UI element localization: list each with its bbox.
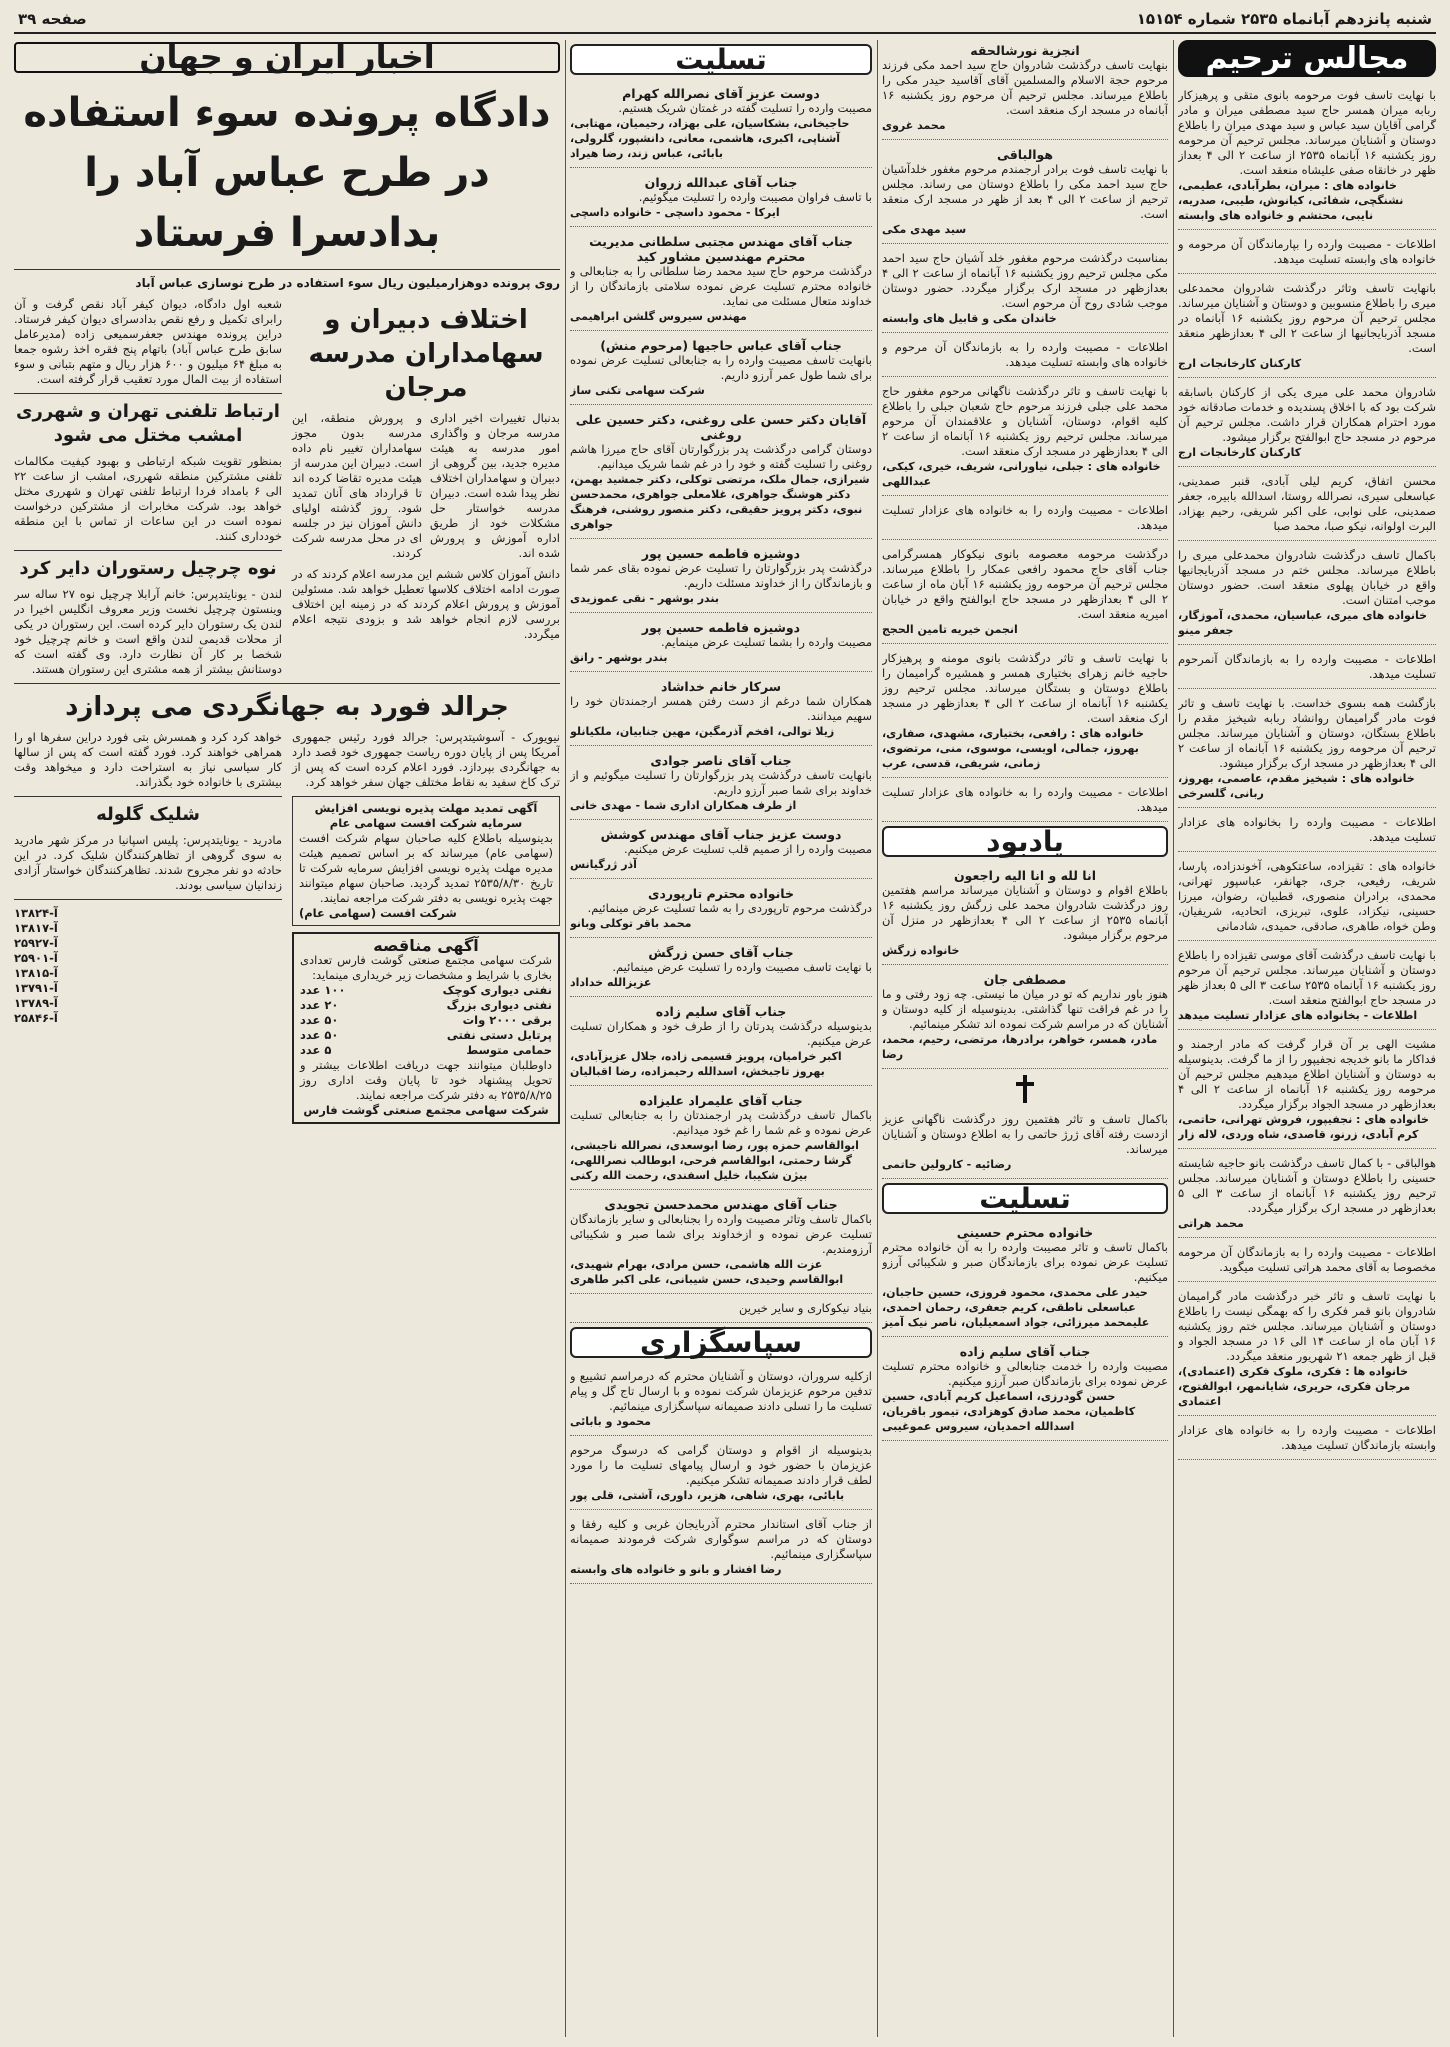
notice-title: انا لله و انا الیه راجعون — [954, 868, 1096, 883]
ad-code: آ-۱۳۷۸۹ — [14, 996, 58, 1010]
story-school-headline: اختلاف دبیران و سهامداران مدرسه مرجان — [308, 305, 544, 403]
notice-item — [882, 648, 1168, 778]
memorial-column — [1178, 40, 1436, 2037]
notice-signature: محمد غروی — [882, 119, 946, 132]
notice-item — [882, 337, 1168, 377]
notice-signature: آذر ژرگیانس — [570, 858, 637, 871]
tender-row — [300, 983, 552, 998]
tender-item: حمامی متوسط — [466, 1043, 552, 1057]
notice-text: بدینوسیله درگذشت پدرتان را از طرف خود و همکاران تسلیت عرض میکنیم. — [570, 1019, 872, 1048]
capital-notice: آگهی تمدید مهلت پذیره نویسی افزایش سرمایه شرکت افست سهامی عام بدینوسیله باطلاع کلیه صاحبان سهام شرکت افست (سهامی عام) میرساند که بر اساس تصمیم هیئت مدیره مهلت پذیره نویسی افزایش سرمایه شرکت تا تاریخ ۲۵۳۵/۸/۳۰ تمدید گردید. صاحبان سهام میتوانند جهت پذیره نویسی به دفتر شرکت مراجعه نمایند. شرکت افست (سهامی عام) — [292, 796, 560, 926]
notice-title: آقایان دکتر حسن علی روغنی، دکتر حسین علی روغنی — [575, 412, 867, 442]
notice-title: جناب آقای علیمراد علیزاده — [639, 1093, 803, 1108]
story-school-text-2: و پرورش منطقه، این مدرسه بدون مجوز سهامداران تغییر نام داده است. دبیران این مدرسه از هیئت مدیره تقاضا کرده اند تا قرارداد های آنان تمدید شود. روز گذشته اولیای دانش آموزان نیز در جلسه ای در محل مدرسه شرکت کردند. — [292, 411, 422, 560]
ad-code: آ-۲۵۸۴۶ — [14, 1011, 58, 1025]
ad-code: آ-۱۳۸۱۷ — [14, 921, 58, 935]
notice-text: از جناب آقای استاندار محترم آذربایجان غربی و کلیه رفقا و دوستان که در مراسم سوگواری شرکت فرمودند صمیمانه سپاسگزاری مینمائیم. — [570, 1517, 872, 1561]
story-school-text-3: دانش آموزان کلاس ششم این مدرسه اعلام کردند که در صورت ادامه اختلاف کلاسها تعطیل خواهد شد. مسئولین آموزش و پرورش اعلام کردند که در زمینه این اختلاف بررسی لازم انجام خواهد شد و بزودی نتیجه اعلام میگردد. — [292, 567, 560, 641]
side-news-text: مادرید - یونایتدپرس: پلیس اسپانیا در مرکز شهر مادرید به سوی گروهی از تظاهرکنندگان شلیک کرد. در این حادثه دو نفر مجروح شدند. تظاهرکنندگان خواستار آزادی زندانیان سیاسی بودند. — [14, 833, 282, 892]
notice-text: شادروان محمد علی میری یکی از کارکنان باسابقه شرکت بود که با اخلاق پسندیده و خدمات صادقانه خود مورد احترام همکاران قرار داشت. مجلس ترحیم آن مرحوم در مسجد حاج ابوالفتح برگزار میشود. — [1178, 385, 1436, 444]
notice-signature: محمود و بابائی — [570, 1415, 651, 1428]
notice-item — [570, 676, 872, 746]
side-news-headline: شلیک گلوله — [96, 804, 200, 825]
notice-item — [1178, 1153, 1436, 1238]
notice-text: درگذشت مرحومه معصومه بانوی نیکوکار همسرگرامی جناب آقای حاج محمود رافعی عمکار را باطلاع میرساند. مجلس ترحیم آن مرحومه روز یکشنبه ۱۶ آبان ماه از ساعت ۲ الی ۴ بعدازظهر در مسجد حاج ابوالفتح واقع در خیابان امیریه منعقد است. — [882, 547, 1168, 621]
story-school-text-1: بدنبال تغییرات اخیر اداری مدرسه مرجان و واگذاری امور مدرسه به هیئت مدیره جدید، بین گروهی از دبیران و سهامداران اختلاف نظر پیدا شده است. دبیران مدرسه خواستار حل مشکلات خود از طریق اداره آموزش و پرورش شده اند. — [430, 411, 560, 560]
notice-title: دوست عزیز آقای نصرالله کهرام — [622, 86, 820, 101]
notice-text: بازگشت همه بسوی خداست. با نهایت تاسف و تاثر فوت مادر گرامیمان روانشاد ربابه شیخیز مقدم را باطلاع بستگان، دوستان و آشنایان میرساند. مجلس ترحیم آن مرحومه روز یکشنبه ۱۶ آبانماه از ساعت ۲ الی ۴ بعدازظهر در مسجد ارک برگزار میشود. — [1178, 696, 1436, 770]
notice-title: دوشیزه فاطمه حسین پور — [641, 620, 801, 635]
ad-code: آ-۱۳۸۲۴ — [14, 906, 58, 920]
notice-signature: خانواده های : رافعی، بختیاری، مشهدی، صفاری، بهروز، جمالی، اویسی، موسوی، منی، مرتضوی، زمانی، شریفی، قدسی، عرب — [882, 727, 1144, 770]
notice-text: خانواده های : تقیزاده، ساعتکوهی، آخوندزاده، پارسا، شریف، رفیعی، جری، جهانفر، عباسپور تهرانی، محمدی، برادران منصوری، قطبیان، رضوان، میرزا حسینی، نیکزاد، علوی، تبریزی، اتحادیه، شریفیان، وطن خواه، طاهری، صادقی، حمیدی، شادمانی — [1178, 859, 1436, 933]
notice-text: باکمال تاسف وتاثر مصیبت وارده را بجنابعالی و سایر بازماندگان تسلیت عرض نموده و ازخداوند برای شما صبر و شکیبائی آرزومندیم. — [570, 1212, 872, 1256]
story-phone-text: بمنظور تقویت شبکه ارتباطی و بهبود کیفیت مکالمات تلفنی مشترکین منطقه شهرری، امشب از ساعت ۲۲ الی ۶ بامداد فردا ارتباط تلفنی تهران و شهرری مختل خواهد بود. شرکت مخابرات از مشترکین درخواست نموده است در این ساعات از تماس با این منطقه خودداری کنند. — [14, 454, 282, 543]
tender-item: نفتی دیواری کوچک — [442, 983, 552, 997]
notice-text: با نهایت تاسف و تاثر خبر درگذشت مادر گرامیمان شادروان بانو قمر فکری را که بهمگی نیست را باطلاع دوستان و آشنایان میرساند. مجلس ختم روز یکشنبه ۱۶ آبان ماه از ساعت ۱۴ الی ۱۶ در مسجد الجواد و قبل از ظهر جمعه ۲۱ شهریور منعقد میگردد. — [1178, 1289, 1436, 1363]
notice-item — [570, 1001, 872, 1086]
notice-signature: خانواده زرگش — [882, 944, 960, 957]
notice-text: باکمال تاسف درگذشت پدر ارجمندتان را به جنابعالی تسلیت عرض نموده و غم شما را غم خود میدانیم. — [570, 1108, 872, 1137]
notice-item — [882, 500, 1168, 540]
notice-item — [570, 83, 872, 168]
notice-item — [882, 1341, 1168, 1441]
memory-banner: یادبود — [882, 826, 1168, 857]
notice-signature: محمد باقر توکلی وبانو — [570, 917, 692, 930]
notice-item — [1178, 856, 1436, 941]
notice-signature: زیلا توالی، افخم آذرمگین، مهین جنابیان، ملکیانلو — [570, 725, 835, 738]
notice-text: با نهایت تاسف مصیبت وارده را تسلیت عرض مینمائیم. — [612, 960, 872, 974]
tender-qty: ۱۰۰ عدد — [300, 983, 346, 997]
story-phone-headline: ارتباط تلفنی تهران و شهرری امشب مختل می شود — [16, 401, 280, 446]
tender-row — [300, 1013, 552, 1028]
notice-signature: بندر بوشهر - نقی عموزیدی — [570, 592, 719, 605]
notice-signature: اکبر خرامیان، پرویز قسیمی زاده، جلال عزیزآبادی، بهروز تاجبخش، اسدالله رحیمزاده، رضا اقبالیان — [570, 1050, 842, 1078]
notice-signature: شیرازی، جمال ملک، مرتضی توکلی، دکتر جمشید بهمن، دکتر هوشنگ جواهری، غلامعلی جواهری، محمدحسن نبوی، دکتر پرویز حقیقی، دکتر منصور روشنی، فرهنگ جواهری — [570, 473, 870, 531]
notice-text: بانهایت تاسف وتاثر درگذشت شادروان محمدعلی میری را باطلاع منسوبین و دوستان و آشنایان میرساند. مجلس ترحیم آن مرحوم روز یکشنبه ۱۶ آبانماه در مسجد آذربایجانیها از ساعت ۲ الی ۴ بعدازظهر منعقد است. — [1178, 281, 1436, 355]
notice-title: جناب آقای عبدالله زروان — [644, 175, 798, 190]
main-headline: دادگاه پرونده سوء استفاده در طرح عباس آباد را بدادسرا فرستاد — [23, 90, 551, 256]
tender-notice: آگهی مناقصه شرکت سهامی مجتمع صنعتی گوشت فارس تعدادی بخاری با شرایط و مشخصات زیر خریداری مینماید: نفتی دیواری کوچک ۱۰۰ عدد نفتی دیواری بزرگ ۲۰ عدد برقی ۲۰۰۰ وات ۵۰ عدد پرتابل دستی نفتی ۵۰ عدد حمامی متوسط ۵ عدد داوطلبان میتوانند جهت دریافت اطلاعات بیشتر و تحویل پیشنهاد خود تا پایان وقت اداری روز ۲۵۳۵/۸/۲۵ به دفتر شرکت مراجعه نمایند. شرکت سهامی مجتمع صنعتی گوشت فارس — [292, 932, 560, 1124]
notice-text: مصیبت وارده را خدمت جنابعالی و خانواده محترم تسلیت عرض نموده برای بازماندگان صبر آرزو میکنیم. — [882, 1359, 1168, 1388]
notice-title: سرکار خانم خداشاد — [660, 679, 782, 694]
notice-text: بنهایت تاسف درگذشت شادروان حاج سید احمد مکی فرزند مرحوم حجة الاسلام والمسلمین آقای آقاسید حیدر مکی را باطلاع میرساند. مجلس ترحیم آن مرحوم روز یکشنبه ۱۶ آبانماه در مسجد ارک منعقد است. — [882, 58, 1168, 117]
tender-row — [300, 1043, 552, 1058]
notice-signature: خانواده های : میران، بطرآبادی، عطیمی، نشنگچی، شفائی، کیانوش، طیبی، صدریه، نایبی، محتشم و خانواده های وابسته — [1178, 179, 1404, 222]
notice-text: مصیبت وارده را بشما تسلیت عرض مینمایم. — [660, 635, 872, 649]
notice-signature: ابوالقاسم حمزه پور، رضا ابوسعدی، نصرالله ناجیشی، گرشا رحمتی، ابوالقاسم فرحی، ابوطالب نصراللهی، بیژن شکیبا، خلیل اسفندی، رحمت الله رکنی — [570, 1139, 859, 1182]
notice-item — [882, 381, 1168, 496]
notice-text: با نهایت تاسف فوت مرحومه بانوی متقی و پرهیزکار ربابه میران همسر حاج سید مصطفی میران و مادر گرامی آقایان سید عباس و سید مهدی میران را باطلاع دوستان و آشنایان میرساند. مجلس ترحیم آن مرحومه روز یکشنبه ۱۶ آبانماه ۲۵۳۵ از ساعت ۲ الی ۴ بعداز ظهر در خانقاه صفی علیشاه منعقد است. — [1178, 88, 1436, 177]
notice-item — [570, 1298, 872, 1323]
page-header — [14, 6, 1436, 34]
notice-signature: بندر بوشهر - رانق — [570, 651, 668, 664]
ad-code: آ-۲۵۹۲۷ — [14, 936, 58, 950]
notice-item — [1178, 649, 1436, 689]
notice-item — [570, 1194, 872, 1294]
story-churchill-text: لندن - یونایتدپرس: خانم آرابلا چرچیل نوه ۲۷ ساله سر وینستون چرچیل نخست وزیر معروف انگلیس اخیرا در لندن یک رستوران دایر کرده است. این رستوران در یکی از محلات قدیمی لندن واقع است و خانم چرچیل خود شخصا بر کار آن نظارت دارد. وی گفته است که دوستانش بیشتر از همه مشتری این رستوران هستند. — [14, 587, 283, 676]
notice-item — [1178, 945, 1436, 1030]
notice-signature: عزت الله هاشمی، حسن مرادی، بهرام شهیدی، ابوالقاسم وحیدی، حسن شیبانی، علی اکبر طاهری — [570, 1258, 844, 1286]
notice-title: جناب آقای مهندس محمدحسن تجویدی — [604, 1197, 838, 1212]
notice-text: درگذشت مرحوم حاج سید محمد رضا سلطانی را به جنابعالی و خانواده محترم تسلیت عرض نموده سلامتی بازماندگان را از خداوند متعال مسئلت می نماید. — [570, 264, 872, 308]
notice-item — [570, 231, 872, 331]
notice-signature: مهندس سیروس گلشن ابراهیمی — [570, 310, 747, 323]
notice-item — [1178, 1286, 1436, 1416]
notice-item — [570, 750, 872, 820]
notice-signature: سید مهدی مکی — [882, 223, 967, 236]
notice-signature: خاندان مکی و قابیل های وابسته — [882, 312, 1057, 325]
notice-text: ازکلیه سروران، دوستان و آشنایان محترم که درمراسم تشییع و تدفین مرحوم عزیزمان شرکت نموده و با ارسال تاج گل و پیام تسلیت ما را تسلی دادند صمیمانه سپاسگزاری مینمائیم. — [570, 1369, 872, 1413]
condolence-column — [570, 40, 872, 2037]
notice-signature: خانواده های : جبلی، نیاورانی، شریف، خیری، کیکی، عبداللهی — [882, 460, 1161, 488]
notice-text: بنیاد نیکوکاری و سایر خیرین — [738, 1301, 872, 1315]
notice-item — [570, 883, 872, 938]
notice-title: خانواده محترم حسینی — [956, 1225, 1094, 1240]
notice-signature: خانواده های : شیخیز مقدم، عاصمی، بهروز، ربانی، گلسرخی — [1178, 772, 1415, 800]
news-column — [14, 40, 560, 2037]
notice-item — [882, 782, 1168, 822]
story-ford-text-2: خواهد کرد کرد و همسرش بتی فورد دراین سفرها او را همراهی خواهند کرد. فورد گفته است که پس از سالها کار سیاسی نیاز به استراحت دارد و میخواهد وقت بیشتری با خانواده خود بگذراند. — [14, 730, 282, 789]
notice-text: با تاسف فراوان مصیبت وارده را تسلیت میگوئیم. — [638, 190, 872, 204]
notice-text: دوستان گرامی درگذشت پدر بزرگوارتان آقای حاج میرزا هاشم روغنی را تسلیت گفته و خود را در غم شما شریک میدانیم. — [570, 442, 872, 471]
headline-subtitle: روی پرونده دوهزارمیلیون ریال سوء استفاده در طرح نوسازی عباس آباد — [135, 276, 560, 290]
notice-item — [570, 824, 872, 879]
notice-text: اطلاعات - مصیبت وارده را به خانواده های عزادار تسلیت میدهد. — [882, 785, 1168, 814]
notice-signature: حاجیخانی، بشکاسیان، علی بهزاد، رحیمیان، مهتابی، آشناپی، اکبری، هاشمی، معانی، دانشپور، گلرولی، بابائی، عباس زند، رضا هیراد — [570, 117, 850, 160]
notice-text: مصیبت وارده را از صمیم قلب تسلیت عرض میکنیم. — [623, 842, 872, 856]
notice-signature: کارکنان کارخانجات ارج — [1178, 446, 1302, 459]
notice-item — [882, 144, 1168, 244]
notice-text: همکاران شما درغم از دست رفتن همسر ارجمندتان خود را سهیم میدانند. — [570, 694, 872, 723]
notice-text: مشیت الهی بر آن قرار گرفت که مادر ارجمند و فداکار ما بانو خدیجه نجفیپور را از ما گرفت. بدینوسیله به دوستان و آشنایان اطلاع میدهیم مجلس ترحیم آن مرحومه روز یکشنبه ۱۶ آبانماه از ساعت ۲ الی ۴ بعدازظهر در مسجد الجواد برگزار میگردد. — [1178, 1037, 1436, 1111]
notice-signature: خانواده ها : فکری، ملوک فکری (اعتمادی)، مرجان فکری، حریری، شایانمهر، ابوالفتوح، اعتمادی — [1178, 1365, 1411, 1408]
notice-text: بانهایت تاسف درگذشت پدر بزرگوارتان را تسلیت میگوئیم و از خداوند برای شما صبر آرزو داریم. — [570, 768, 872, 797]
condolence-banner: تسلیت — [570, 44, 872, 75]
memory-notice: باکمال تاسف و تاثر هفتمین روز درگذشت ناگهانی عزیز ازدست رفته آقای ژرژ حاتمی را به اطلاع دوستان و آشنایان میرساند. رضائیه - کارولین حاتمی — [882, 1109, 1168, 1179]
notice-signature: خانواده های : نجفیپور، فروش تهرانی، حاتمی، کرم آبادی، زرنو، قاصدی، شاه وردی، لاله زار — [1178, 1113, 1429, 1141]
tender-row — [300, 1028, 552, 1043]
notice-title: مصطفی جان — [983, 972, 1067, 987]
notice-signature: حسن گودرزی، اسماعیل کریم آبادی، حسین کاظمیان، محمد صادق کوهزادی، تیمور باقریان، اسدالله احمدیان، سیروس عموغیبی — [882, 1390, 1136, 1433]
tender-item: پرتابل دستی نفتی — [446, 1028, 552, 1042]
ad-code: آ-۱۳۸۱۵ — [14, 966, 58, 980]
notice-text: درگذشت مرحوم تارپوردی را به شما تسلیت عرض مینمائیم. — [587, 901, 872, 915]
notice-item — [1178, 382, 1436, 467]
notice-item — [570, 1440, 872, 1510]
notice-title: جناب آقای سلیم زاده — [959, 1344, 1091, 1359]
notice-text: بدینوسیله از اقوام و دوستان گرامی که درسوگ مرحوم عزیزمان با حضور خود و ارسال پیامهای تسلیت ما را مورد لطف قرار دادند صمیمانه تشکر میکنیم. — [570, 1443, 872, 1487]
notice-title: جناب آقای مهندس مجتبی سلطانی مدیریت محترم مهندسین مشاور کید — [589, 234, 853, 264]
main-story-text: شعبه اول دادگاه، دیوان کیفر آباد نقص گرفت و آن رابرای تکمیل و رفع نقص بدادسرای دیوان کیفر فرستاد. دراین پرونده مهندس جعفرسمیعی زاده (مدیرعامل سابق طرح عباس آباد) باتهام پنج فقره اخذ رشوه جمعا به مبلغ ۶۴ میلیون و ۶۰۰ هزار ریال و متهم بتبانی و سوء استفاده از بیت المال مورد تعقیب قرار گرفته است. — [14, 297, 282, 386]
notice-signature: مادر، همسر، خواهر، برادرها، مرتضی، رحیم، محمد، رضا — [882, 1033, 1158, 1061]
notice-item — [570, 335, 872, 405]
notice-signature: کارکنان کارخانجات ارج — [1178, 357, 1302, 370]
notice-text: محسن اتفاق، کریم لیلی آبادی، قنبر صمدینی، عباسعلی سیری، نصرالله روستا، اسدالله بابیره، جعفر صمدینی، علی نوابی، علی اکبر شریفی، رحیم بهزاد، البرت اولوانه، نیکو صبا، محمد صبا — [1178, 474, 1436, 533]
notice-text: اطلاعات - مصیبت وارده را به خانواده های عزادار وابسته بازماندگان تسلیت میدهد. — [1178, 1423, 1436, 1452]
notice-text: بمناسبت درگذشت مرحوم مغفور خلد آشیان حاج سید احمد مکی مجلس ترحیم روز یکشنبه ۱۶ آبانماه از ساعت ۲ الی ۴ بعدازظهر در مسجد ارک برگزار میگردد. حضور دوستان موجب شادی روح آن مرحوم است. — [882, 251, 1168, 310]
notice-signature: رضا افشار و بانو و خانواده های وابسته — [570, 1563, 782, 1576]
notice-signature: اطلاعات - بخانواده های عزادار تسلیت میدهد — [1178, 1009, 1418, 1022]
notices-column — [882, 40, 1168, 2037]
tender-qty: ۵۰ عدد — [300, 1013, 339, 1027]
notice-signature: حیدر علی محمدی، محمود فروزی، حسین حاجبان، عباسعلی ناطقی، کریم جعفری، رحمان احمدی، علیمحمد میرزائی، جواد اسمعیلیان، ناصر نیک آمیز — [882, 1286, 1150, 1329]
notice-title: جناب آقای ناصر جوادی — [650, 753, 792, 768]
notice-title: دوشیزه فاطمه حسین پور — [641, 546, 801, 561]
notice-text: مصیبت وارده را تسلیت گفته در غمتان شریک هستیم. — [618, 101, 872, 115]
notice-text: هوالباقی - با کمال تاسف درگذشت بانو حاجیه شایسته حسینی را باطلاع دوستان و آشنایان میرساند. مجلس ترحیم روز یکشنبه ۱۶ آبانماه از ساعت ۳ الی ۵ بعدازظهر در مسجد ارک برگزار میگردد. — [1178, 1156, 1436, 1215]
notice-signature: شرکت سهامی تکنی ساز — [570, 384, 705, 397]
notice-signature: خانواده های میری، عباسیان، محمدی، آموزگار، جعفر مینو — [1178, 609, 1428, 637]
notice-item — [882, 248, 1168, 333]
notice-item — [570, 543, 872, 613]
story-churchill-headline: نوه چرچیل رستوران دایر کرد — [19, 558, 277, 579]
notice-text: اطلاعات - مصیبت وارده را به بازماندگان آن مرحوم و خانواده های وابسته تسلیت میدهد. — [882, 340, 1168, 369]
notice-item — [1178, 471, 1436, 541]
notice-item — [1178, 85, 1436, 230]
notice-signature: ایرکا - محمود داسچی - خانواده داسچی — [570, 206, 780, 219]
notice-title: هوالباقی — [996, 147, 1054, 162]
notice-item — [570, 1514, 872, 1584]
notice-title: جناب آقای سلیم زاده — [655, 1004, 787, 1019]
story-ford-text-1: نیویورک - آسوشیتدپرس: جرالد فورد رئیس جمهوری آمریکا پس از پایان دوره ریاست جمهوری خود قصد دارد به جهانگردی بپردازد. فورد اعلام کرده است که پس از ترک کاخ سفید به نقاط مختلف جهان سفر خواهد کرد. — [292, 730, 560, 789]
notice-item — [570, 1366, 872, 1436]
tender-qty: ۲۰ عدد — [300, 998, 339, 1012]
news-section-title: اخبار ایران و جهان — [14, 42, 560, 73]
notice-signature: بابائی، بهری، شاهی، هزیر، داوری، آشتی، قلی پور — [570, 1489, 845, 1502]
notice-signature: انجمن خیریه تامین الحجج — [882, 623, 1018, 636]
notice-item — [570, 617, 872, 672]
tender-qty: ۵ عدد — [300, 1043, 332, 1057]
notice-title: دوست عزیز جناب آقای مهندس کوشش — [600, 827, 842, 842]
notice-item — [1178, 812, 1436, 852]
notice-item — [882, 544, 1168, 644]
notice-text: اطلاعات - مصیبت وارده را به بازماندگان آنمرحوم تسلیت میدهد. — [1178, 652, 1436, 681]
notice-item — [570, 409, 872, 539]
notice-item — [1178, 545, 1436, 645]
notice-text: درگذشت پدر بزرگوارتان را تسلیت عرض نموده بقای عمر شما و بازماندگان را از خداوند مسئلت داریم. — [570, 561, 872, 590]
notice-text: باکمال تاسف و تاثر مصیبت وارده را به آن خانواده محترم تسلیت عرض نموده برای بازماندگان صبر و شکیبائی آرزو میکنیم. — [882, 1240, 1168, 1284]
ad-code: آ-۲۵۹۰۱ — [14, 951, 58, 965]
notice-item — [570, 172, 872, 227]
notice-item — [570, 942, 872, 997]
notice-item — [1178, 278, 1436, 378]
notice-item — [882, 865, 1168, 965]
notice-item — [882, 40, 1168, 140]
memorial-banner: مجالس ترحیم — [1178, 40, 1436, 77]
condolence-banner-2: تسلیت — [882, 1183, 1168, 1214]
notice-text: اطلاعات - مصیبت وارده را بپارماندگان آن مرحومه و خانواده های وابسته تسلیت میدهد. — [1178, 237, 1436, 266]
cross-icon — [1016, 1075, 1034, 1103]
notice-title: خانواده محترم تارپوردی — [648, 886, 794, 901]
notice-item — [1178, 1034, 1436, 1149]
story-ford-headline: جرالد فورد به جهانگردی می پردازد — [65, 692, 509, 722]
notice-text: با نهایت تاسف و تاثر درگذشت بانوی مومنه و پرهیزکار حاجیه خانم زهرای بختیاری همسر و همشیره گرامیمان را باطلاع دوستان و بستگان میرساند. مجلس ترحیم روز یکشنبه ۱۶ آبانماه از ساعت ۲ الی ۴ بعدازظهر در مسجد ارک منعقد است. — [882, 651, 1168, 725]
notice-signature: محمد هراتی — [1178, 1217, 1244, 1230]
notice-title: جناب آقای حسن زرگش — [648, 945, 794, 960]
tender-item: نفتی دیواری بزرگ — [446, 998, 552, 1012]
notice-item — [1178, 234, 1436, 274]
notice-item — [1178, 693, 1436, 808]
notice-text: اطلاعات - مصیبت وارده را بخانواده های عزادار تسلیت میدهد. — [1178, 815, 1436, 844]
notice-item — [1178, 1420, 1436, 1460]
notice-text: اطلاعات - مصیبت وارده را به بازماندگان آن مرحومه مخصوصا به آقای محمد هراتی تسلیت میگوید. — [1178, 1245, 1436, 1274]
notice-text: بانهایت تاسف مصیبت وارده را به جنابعالی تسلیت عرض نموده برای شما طول عمر آرزو داریم. — [570, 353, 872, 382]
notice-text: با نهایت تاسف و تاثر درگذشت ناگهانی مرحوم مغفور حاج محمد علی جبلی فرزند مرحوم حاج شعبان جبلی را باطلاع کلیه اقوام، دوستان، آشنایان و علاقمندان آن مرحوم میرساند. مجلس ترحیم روز یکشنبه ۱۶ آبانماه از ساعت ۲ الی ۴ بعدازظهر در مسجد ارک منعقد است. — [882, 384, 1168, 458]
ad-code: آ-۱۳۷۹۱ — [14, 981, 58, 995]
notice-title: جناب آقای عباس حاجیها (مرحوم منش) — [600, 338, 842, 353]
notice-title: انجزیة نورشالحقه — [970, 43, 1080, 58]
notice-item — [882, 969, 1168, 1069]
thanks-banner: سپاسگزاری — [570, 1327, 872, 1358]
notice-text: باکمال تاسف درگذشت شادروان محمدعلی میری را باطلاع میرساند. مجلس ختم در مسجد آذربایجانیها واقع در خیابان پهلوی منعقد است. حضور دوستان موجب امتنان است. — [1178, 548, 1436, 607]
notice-signature: عزیزالله خداداد — [570, 976, 652, 989]
tender-qty: ۵۰ عدد — [300, 1028, 339, 1042]
notice-text: با نهایت تاسف فوت برادر ارجمندم مرحوم مغفور خلدآشیان حاج سید احمد مکی را باطلاع دوستان می رساند. مجلس ترحیم از ساعت ۲ الی ۴ بعد از ظهر در مسجد ارک منعقد است. — [882, 162, 1168, 221]
page-number: صفحه ۳۹ — [18, 10, 87, 28]
notice-item — [570, 1090, 872, 1190]
notice-text: هنوز باور نداریم که تو در میان ما نیستی. چه زود رفتی و ما را در غم فراقت تنها گذاشتی. بدینوسیله از کلیه دوستان و آشنایان که در مراسم شرکت نموده اند تشکر مینمائیم. — [882, 987, 1168, 1031]
tender-row — [300, 998, 552, 1013]
issue-info: شنبه پانزدهم آبانماه ۲۵۳۵ شماره ۱۵۱۵۴ — [1136, 10, 1432, 28]
notice-text: اطلاعات - مصیبت وارده را به خانواده های عزادار تسلیت میدهد. — [882, 503, 1168, 532]
notice-signature: از طرف همکاران اداری شما - مهدی خانی — [570, 799, 797, 812]
notice-text: باطلاع اقوام و دوستان و آشنایان میرساند مراسم هفتمین روز درگذشت شادروان محمد علی زرگش روز یکشنبه ۱۶ آبانماه ۲۵۳۵ از ساعت ۲ الی ۴ بعدازظهر در منزل آن مرحوم برگزار میشود. — [882, 883, 1168, 942]
notice-item — [882, 1222, 1168, 1337]
notice-text: با نهایت تاسف درگذشت آقای موسی تقیزاده را باطلاع دوستان و آشنایان میرساند. مجلس ترحیم آن مرحوم روز یکشنبه ۱۶ آبانماه ۲۵۳۵ ساعت ۳ الی ۵ بعداز ظهر در مسجد حاج ابوالفتح منعقد است. — [1178, 948, 1436, 1007]
notice-item — [1178, 1242, 1436, 1282]
tender-item: برقی ۲۰۰۰ وات — [462, 1013, 552, 1027]
